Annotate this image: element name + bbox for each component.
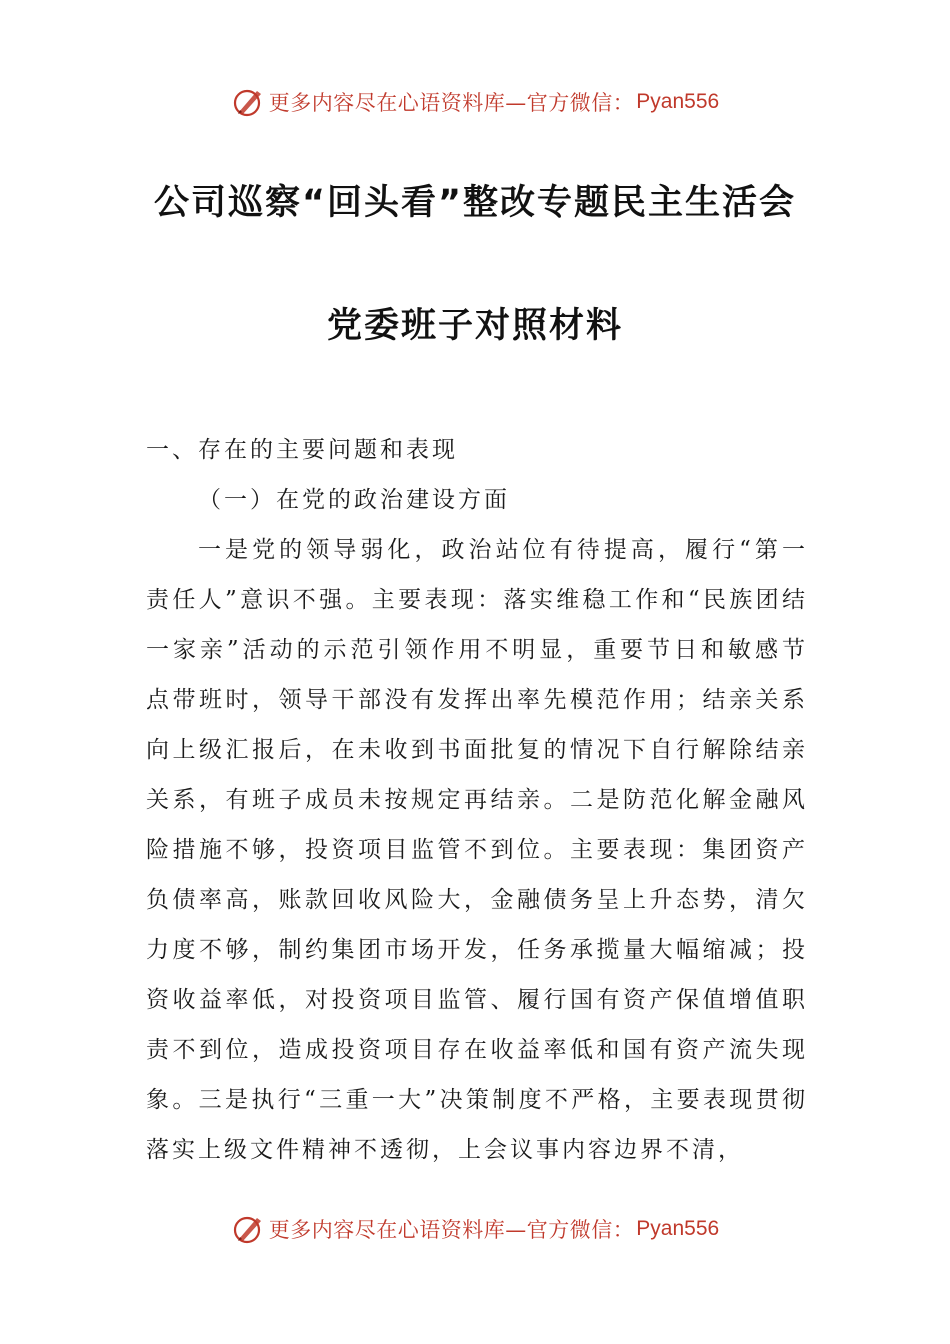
document-body — [146, 425, 808, 1175]
pen-circle-logo-icon — [231, 1212, 265, 1246]
body-paragraph: 一是党的领导弱化，政治站位有待提高，履行“第一责任人”意识不强。主要表现：落实维稳工作和“民族团结一家亲”活动的示范引领作用不明显，重要节日和敏感节点带班时，领导干部没有发挥出率先模范作用；结亲关系向上级汇报后，在未收到书面批复的情况下自行解除结亲关系，有班子成员未按规定再结亲。二是防范化解金融风险措施不够，投资项目监管不到位。主要表现：集团资产负债率高，账款回收风险大，金融债务呈上升态势，清欠力度不够，制约集团市场开发，任务承揽量大幅缩减；投资收益率低，对投资项目监管、履行国有资产保值增值职责不到位，造成投资项目存在收益率低和国有资产流失现象。三是执行“三重一大”决策制度不严格，主要表现贯彻落实上级文件精神不透彻，上会议事内容边界不清， — [146, 537, 808, 1163]
pen-circle-logo-icon — [231, 85, 265, 119]
watermark-banner-top — [0, 82, 950, 122]
watermark-wechat-id: Pyan556 — [636, 90, 720, 113]
watermark-text: 更多内容尽在心语资料库—官方微信： — [268, 1218, 635, 1242]
watermark-banner-bottom — [0, 1209, 950, 1249]
watermark-text: 更多内容尽在心语资料库—官方微信： — [268, 91, 635, 115]
subsection-heading: （一）在党的政治建设方面 — [198, 487, 510, 513]
watermark-wechat-id: Pyan556 — [636, 1217, 720, 1240]
document-title-line2: 党委班子对照材料 — [326, 306, 623, 346]
section-heading: 一、存在的主要问题和表现 — [146, 437, 458, 463]
document-title-line1: 公司巡察“回头看”整改专题民主生活会 — [153, 183, 796, 223]
